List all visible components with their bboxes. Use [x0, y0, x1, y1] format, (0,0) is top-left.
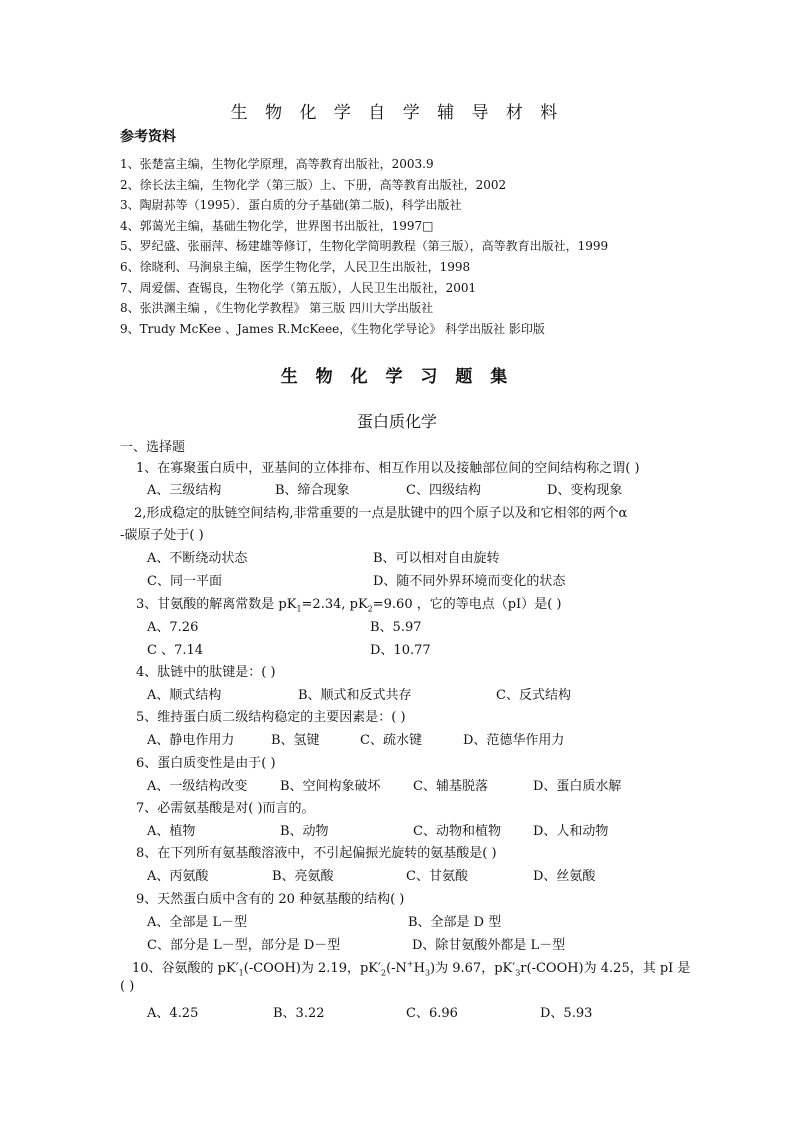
option-d: D、蛋白质水解: [533, 779, 622, 794]
option-d: D、丝氨酸: [533, 869, 596, 884]
section-heading: 一、选择题: [120, 440, 186, 455]
subscript: 1: [238, 968, 244, 978]
question-3-text: =9.60 ，它的等电点（pI）是( ): [372, 597, 562, 612]
reference-item: 5、罗纪盛、张丽萍、杨建雄等修订，生物化学简明教程（第三版），高等教育出版社，1999: [120, 239, 609, 254]
reference-item: 4、郭蔼光主编，基础生物化学，世界图书出版社，1997□: [120, 218, 434, 233]
question-2-line-2: -碳原子处于( ): [120, 528, 204, 543]
question-2-line-1: 2,形成稳定的肽链空间结构,非常重要的一点是肽键中的四个原子以及和它相邻的两个α: [134, 506, 628, 521]
question-5: 5、维持蛋白质二级结构稳定的主要因素是：( ): [136, 710, 406, 725]
reference-item: 1、张楚富主编，生物化学原理，高等教育出版社，2003.9: [120, 157, 434, 171]
superscript: +: [406, 959, 414, 969]
option-b: B、动物: [280, 824, 329, 839]
option-c: C 、7.14: [147, 643, 204, 658]
option-b: B、空间构象破坏: [280, 779, 381, 794]
option-d: D、5.93: [540, 1006, 593, 1021]
question-3: [136, 593, 561, 614]
option-c: C、部分是 L－型，部分是 D－型: [147, 938, 341, 953]
question-3-text: 3、甘氨酸的解离常数是 pK: [136, 597, 297, 612]
reference-item: 2、徐长法主编，生物化学（第三版）上、下册，高等教育出版社，2002: [120, 177, 507, 192]
question-3-text: =2.34, pK: [301, 597, 368, 612]
subscript: 3: [424, 968, 431, 978]
option-a: A、4.25: [147, 1006, 199, 1021]
document-title: 生 物 化 学 自 学 辅 导 材 料: [230, 103, 564, 123]
option-b: B、5.97: [370, 620, 422, 635]
subscript: 1: [296, 604, 302, 614]
option-a: A、三级结构: [147, 483, 222, 498]
question-10-text: r(-COOH)为 4.25，其 pI 是: [520, 961, 691, 976]
option-a: A、7.26: [147, 620, 199, 635]
question-10: [132, 957, 690, 978]
question-9: 9、天然蛋白质中含有的 20 种氨基酸的结构( ): [136, 892, 405, 907]
option-c: C、动物和植物: [413, 824, 501, 839]
question-10-text: 10、谷氨酸的 pK′: [132, 961, 239, 976]
reference-item: 6、徐晓利、马涧泉主编，医学生物化学，人民卫生出版社，1998: [120, 259, 471, 274]
option-b: B、氢键: [271, 733, 320, 748]
option-a: A、一级结构改变: [147, 779, 248, 794]
question-10-text: (-COOH)为 2.19，pK′: [243, 961, 381, 976]
question-10-text: H: [413, 961, 425, 976]
question-10-text: (-N: [386, 961, 407, 976]
question-8: 8、在下列所有氨基酸溶液中，不引起偏振光旋转的氨基酸是( ): [136, 846, 497, 861]
option-c: C、反式结构: [496, 688, 571, 703]
option-b: B、缔合现象: [275, 483, 350, 498]
option-d: D、10.77: [370, 643, 431, 658]
subscript: 3: [515, 968, 521, 978]
option-b: B、亮氨酸: [272, 869, 334, 884]
option-b: B、可以相对自由旋转: [373, 551, 500, 566]
option-d: D、变构现象: [547, 483, 623, 498]
option-a: A、顺式结构: [147, 688, 222, 703]
subscript: 2: [380, 968, 387, 978]
question-7: 7、必需氨基酸是对( )而言的。: [136, 801, 315, 816]
question-10-line-2: ( ): [120, 979, 135, 994]
option-b: B、顺式和反式共存: [298, 688, 412, 703]
option-a: A、静电作用力: [147, 733, 235, 748]
references-heading: 参考资料: [120, 129, 176, 145]
option-d: D、除甘氨酸外都是 L－型: [412, 938, 566, 953]
subscript: 2: [367, 604, 373, 614]
option-c: C、四级结构: [406, 483, 481, 498]
option-c: C、疏水键: [360, 733, 422, 748]
option-c: C、辅基脱落: [413, 779, 488, 794]
option-c: C、同一平面: [147, 574, 222, 589]
reference-item: 8、张洪渊主编 ，《生物化学教程》 第三版 四川大学出版社: [120, 301, 434, 316]
references-list: [120, 154, 608, 339]
reference-item: 7、周爱儒、查锡良，生物化学（第五版），人民卫生出版社，2001: [120, 280, 477, 295]
option-c: C、甘氨酸: [406, 869, 468, 884]
option-c: C、6.96: [406, 1006, 458, 1021]
exercise-collection-title: 生 物 化 学 习 题 集: [280, 367, 514, 387]
option-a: A、全部是 L－型: [147, 915, 248, 930]
reference-item: 3、陶尉荪等（1995）．蛋白质的分子基础(第二版)，科学出版社: [120, 198, 462, 213]
chapter-title: 蛋白质化学: [356, 412, 437, 431]
question-10-text: )为 9.67，pK′: [430, 961, 516, 976]
question-4: 4、肽链中的肽键是：( ): [136, 665, 276, 680]
question-1: 1、在寡聚蛋白质中，亚基间的立体排布、相互作用以及接触部位间的空间结构称之谓( ): [136, 461, 640, 476]
option-a: A、丙氨酸: [147, 869, 209, 884]
option-a: A、植物: [147, 824, 196, 839]
option-d: D、范德华作用力: [463, 733, 565, 748]
question-6: 6、蛋白质变性是由于( ): [136, 756, 276, 771]
option-a: A、不断绕动状态: [147, 551, 248, 566]
option-b: B、3.22: [273, 1006, 325, 1021]
reference-item: 9、Trudy McKee 、James R.McKeee，《生物化学导论》 科学出版社 影印版: [120, 321, 545, 336]
option-b: B、全部是 D 型: [408, 915, 502, 930]
option-d: D、人和动物: [533, 824, 609, 839]
option-d: D、随不同外界环境而变化的状态: [373, 574, 566, 589]
